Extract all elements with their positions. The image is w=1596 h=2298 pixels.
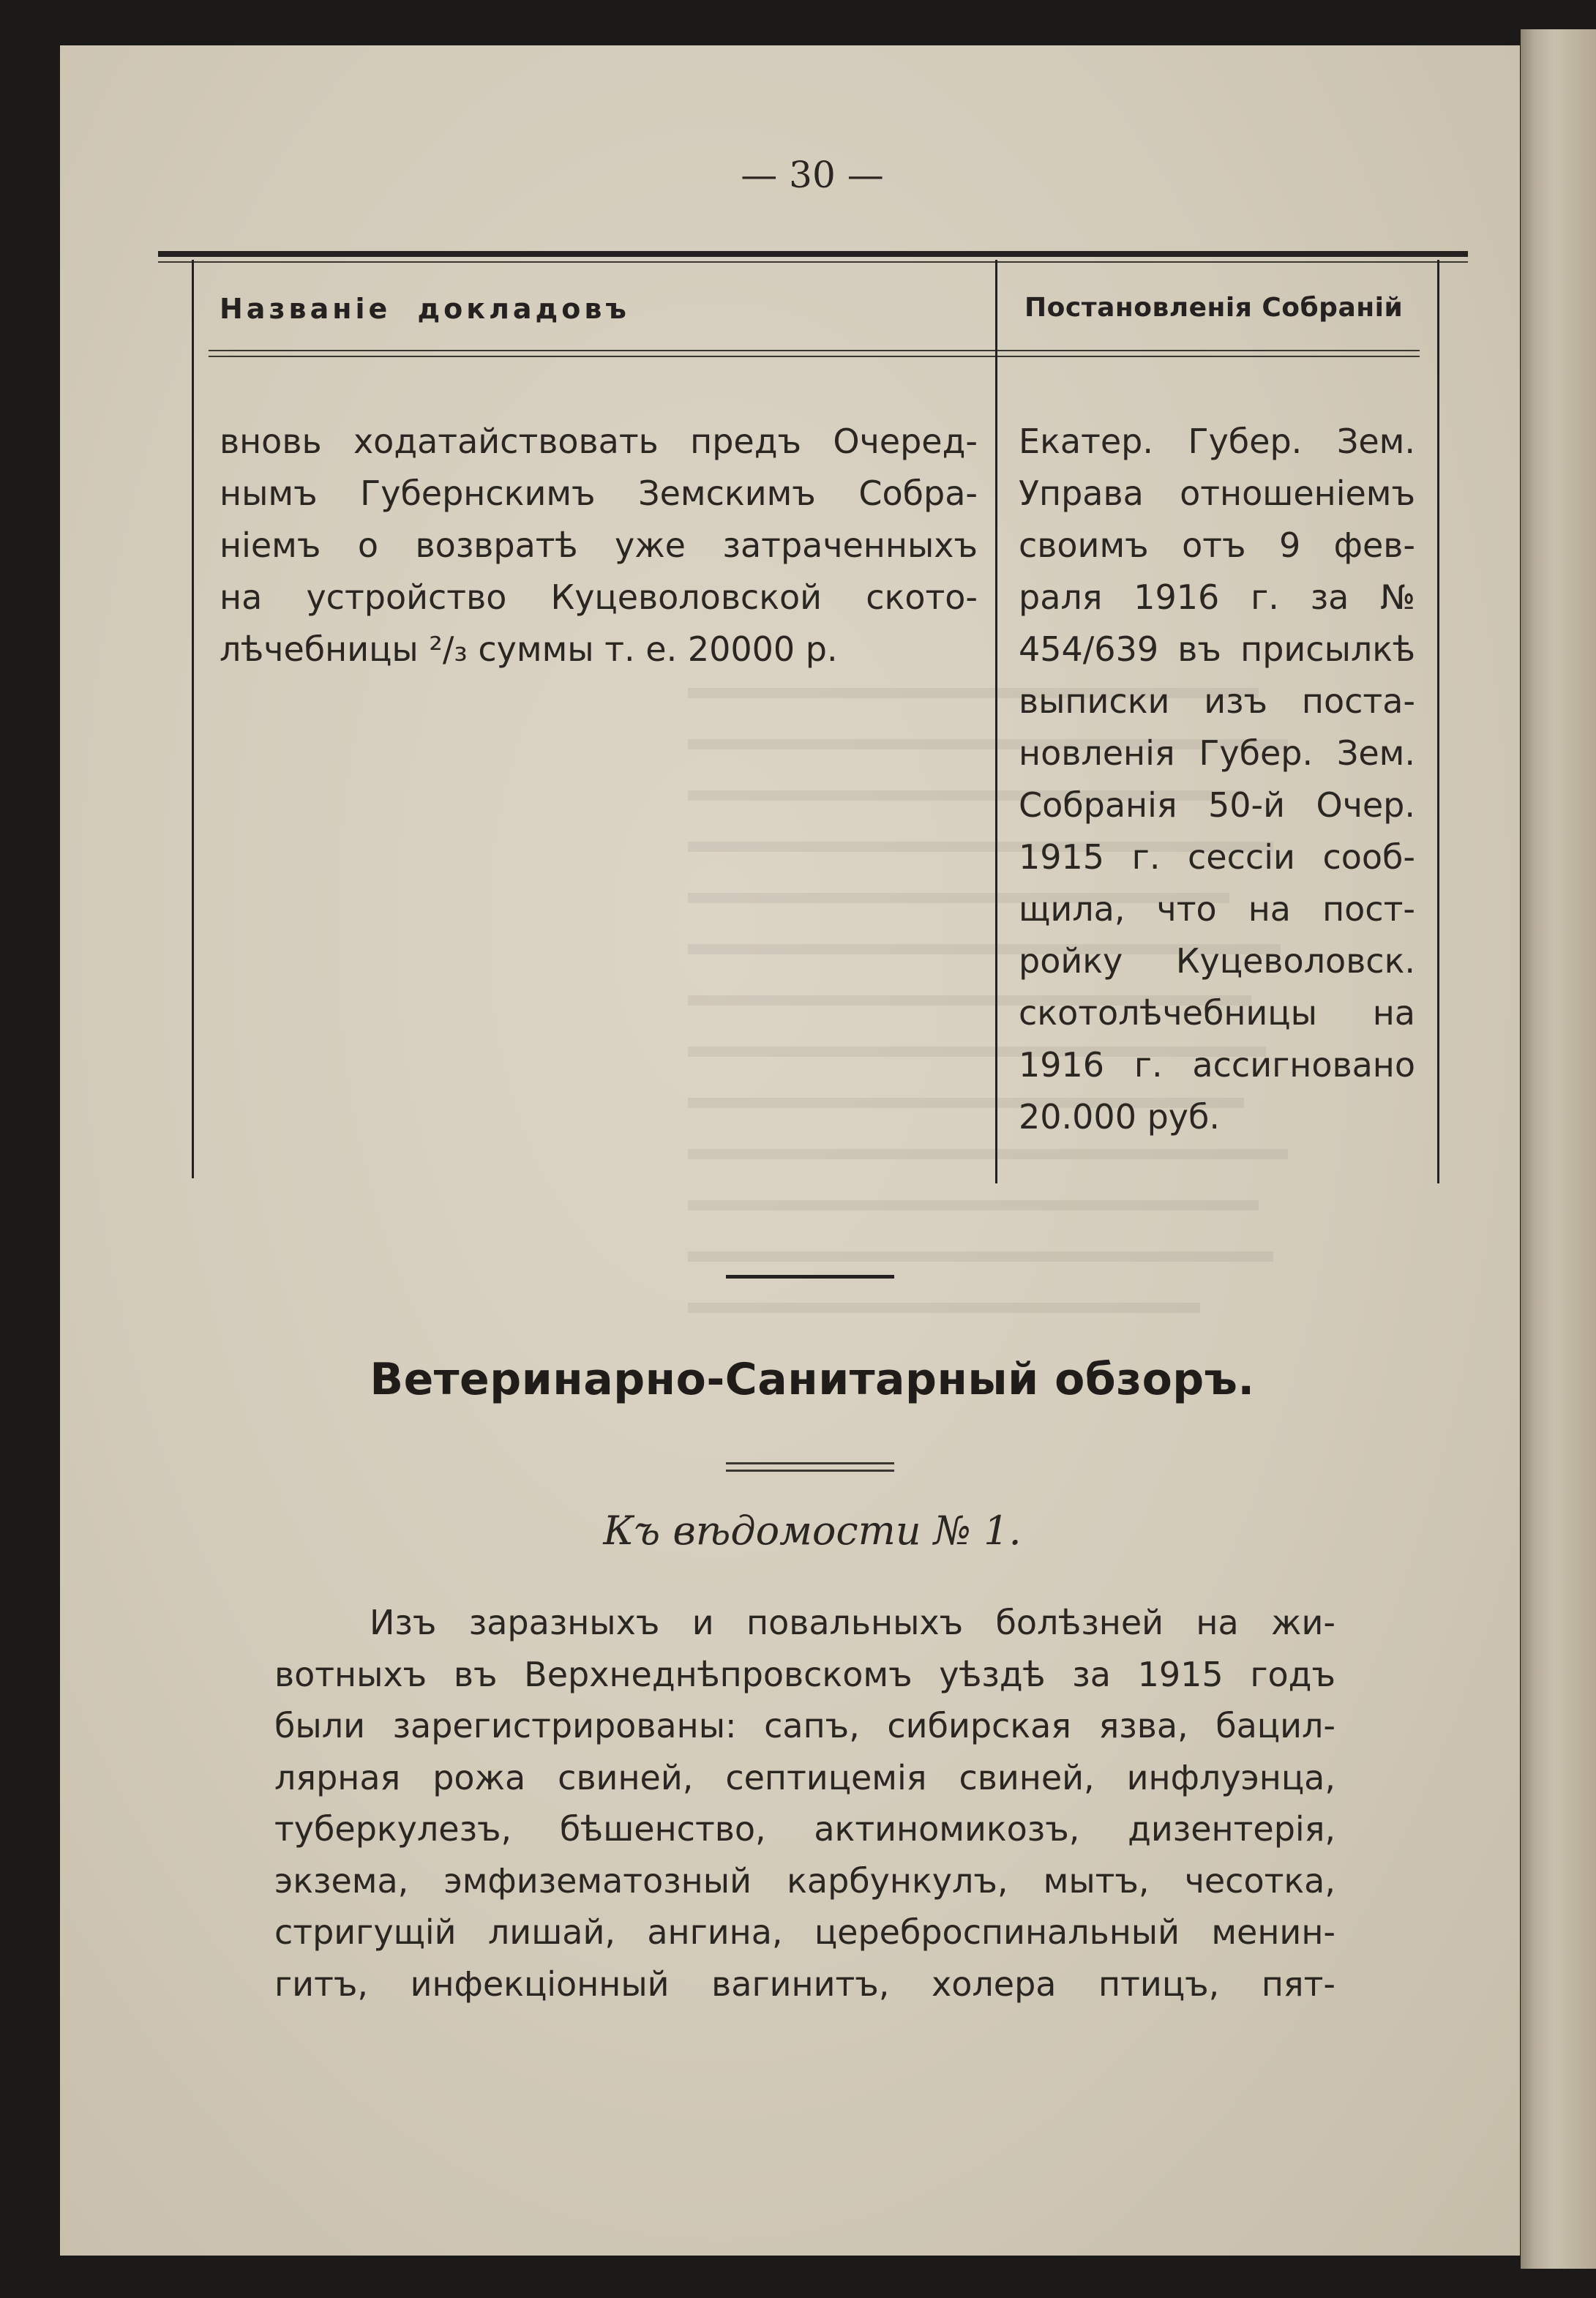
table-left-border <box>192 260 194 1178</box>
text-line: стригущій лишай, ангина, цереброспинальный менин- <box>274 1912 1335 1952</box>
text-line: на устройство Куцеволовской ското- <box>220 577 978 617</box>
table-cell-resolution-text <box>1019 416 1415 1143</box>
next-page-edge <box>1521 29 1596 2269</box>
text-line: нымъ Губернскимъ Земскимъ Собра- <box>220 474 978 513</box>
column-header-resolutions: Постановленія Собраній <box>1024 293 1404 323</box>
text-line: гитъ, инфекціонный вагинитъ, холера птицъ, пят- <box>274 1964 1335 2004</box>
section-separator-rule <box>726 1275 894 1279</box>
section-paragraph <box>274 1597 1335 2010</box>
text-line: вотныхъ въ Верхнеднѣпровскомъ уѣздѣ за 1915 годъ <box>274 1654 1335 1694</box>
table-right-border <box>1437 260 1439 1183</box>
text-line: 1916 г. ассигновано <box>1019 1045 1415 1085</box>
text-line: вновь ходатайствовать предъ Очеред- <box>220 422 978 461</box>
table-top-rule <box>158 251 1468 257</box>
header-underline-2 <box>209 356 1420 357</box>
text-line: туберкулезъ, бѣшенство, актиномикозъ, дизентерія, <box>274 1809 1335 1849</box>
text-line: ройку Куцеволовск. <box>1019 941 1415 981</box>
page-number: — 30 — <box>741 154 884 196</box>
text-line: 1915 г. сессіи сооб- <box>1019 837 1415 877</box>
text-line: ніемъ о возвратѣ уже затраченныхъ <box>220 525 978 565</box>
text-line: были зарегистрированы: сапъ, сибирская язва, бацил- <box>274 1706 1335 1745</box>
text-line: новленія Губер. Зем. <box>1019 733 1415 773</box>
header-underline-1 <box>209 350 1420 351</box>
text-line: Управа отношеніемъ <box>1019 474 1415 513</box>
text-line: выписки изъ поста- <box>1019 681 1415 721</box>
title-underline-2 <box>726 1470 894 1472</box>
text-line: своимъ отъ 9 фев- <box>1019 525 1415 565</box>
text-line: лярная рожа свиней, септицемія свиней, инфлуэнца, <box>274 1757 1335 1797</box>
subsection-title: Къ вѣдомости № 1. <box>603 1508 1022 1554</box>
table-column-divider <box>995 260 997 1183</box>
text-line: Собранія 50-й Очер. <box>1019 785 1415 825</box>
text-line: щила, что на пост- <box>1019 889 1415 929</box>
text-line: Изъ заразныхъ и повальныхъ болѣзней на жи- <box>370 1603 1335 1642</box>
text-line: Екатер. Губер. Зем. <box>1019 422 1415 461</box>
text-line: 20.000 руб. <box>1019 1097 1220 1137</box>
text-line: раля 1916 г. за № <box>1019 577 1415 617</box>
text-line: экзема, эмфизематозный карбункулъ, мытъ, чесотка, <box>274 1860 1335 1901</box>
text-line: 454/639 въ присылкѣ <box>1019 629 1415 669</box>
text-line: скотолѣчебницы на <box>1019 993 1415 1033</box>
column-header-reports: Названіе докладовъ <box>220 293 630 325</box>
table-cell-report-text <box>220 416 978 675</box>
text-line: лѣчебницы ²/₃ суммы т. е. 20000 р. <box>220 629 838 669</box>
title-underline-1 <box>726 1462 894 1464</box>
table-top-rule-thin <box>158 261 1468 263</box>
section-title: Ветеринарно-Санитарный обзоръ. <box>370 1354 1255 1405</box>
